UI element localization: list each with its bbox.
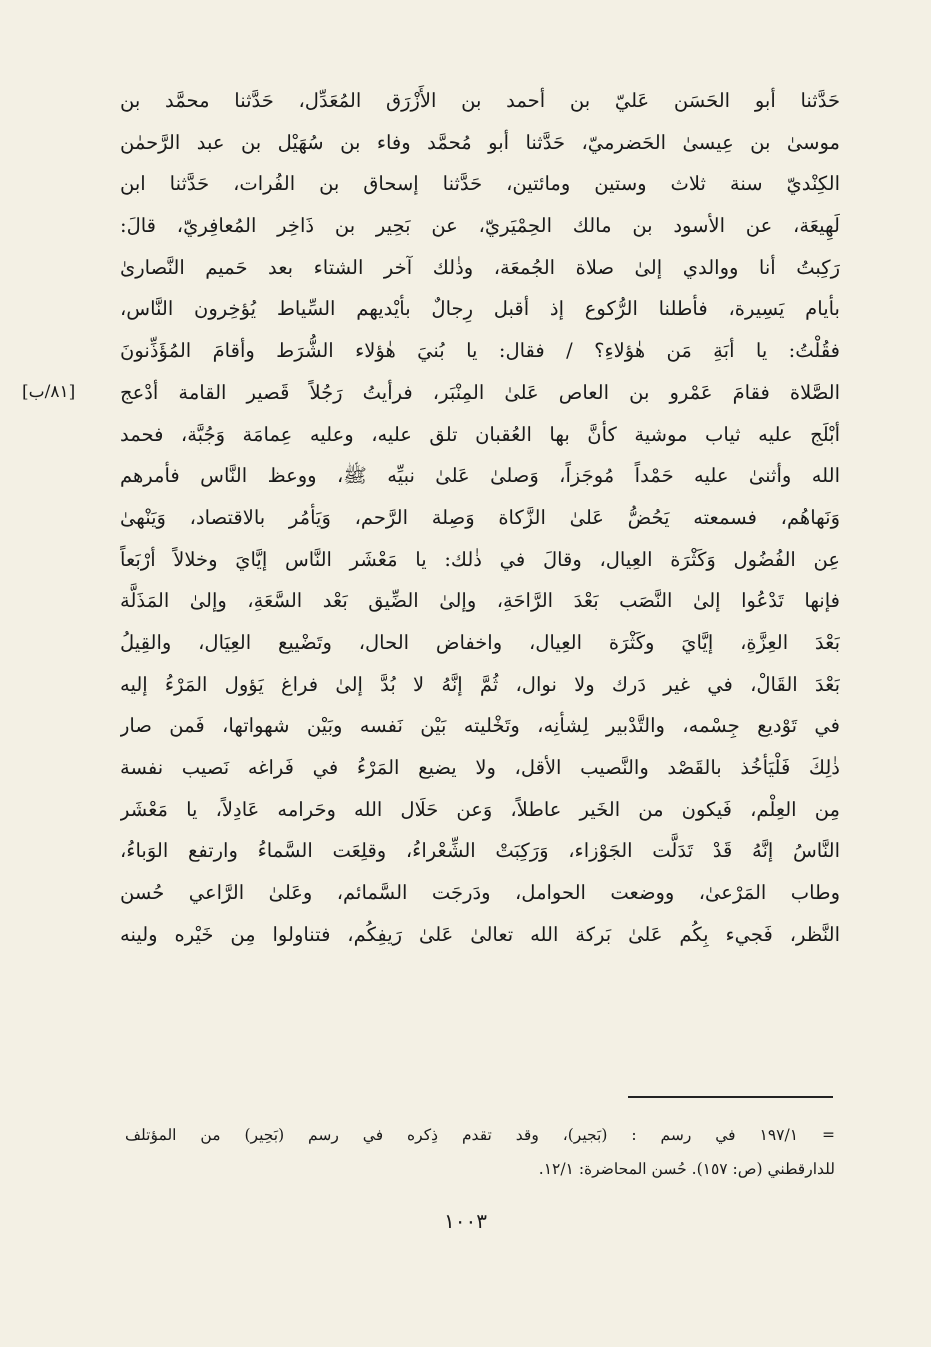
footnotes	[125, 1118, 835, 1186]
text-line: رَكِبتُ أنا ووالدي إلىٰ صلاة الجُمعَة، وذٰلك آخر الشتاء بعد حَميم النَّصارىٰ	[120, 255, 840, 279]
text-line: فإنها تَدْعُوا إلىٰ النَّصَب بَعْدَ الرَّاحَةِ، وإلىٰ الضِّيق بَعْد السَّعَةِ، وإلىٰ المَذَلَّة	[120, 589, 840, 613]
text-line: فقُلْتُ: يا أبَةِ مَن هٰؤلاءِ؟ / فقال: يا بُنيَ هٰؤلاء الشُّرَط وأقامَ المُؤَذِّنونَ	[120, 339, 840, 363]
text-line: وَنَهاهُم، فسمعته يَحُضُّ عَلىٰ الزَّكاة وَصِلة الرَّحم، وَيَأمُر بالاقتصاد، وَيَنْهىٰ	[120, 505, 840, 529]
text-line: موسىٰ بن عِيسىٰ الحَضرميّ، حَدَّثنا أبو مُحمَّد وفاء بن سُهَيْل بن عبد الرَّحمٰن	[120, 130, 840, 154]
text-line: عِن الفُضُول وَكَثْرَة العِيال، وقالَ في ذٰلك: يا مَعْشَر النَّاس إيَّايَ وخلالاً أرْبَعاً	[120, 547, 840, 571]
text-line: النَّظر، فَجيء بِكُم عَلىٰ بَركة الله تعالىٰ عَلىٰ رَيفِكُم، فتناولوا مِن خَيْره ولينه	[120, 922, 840, 946]
text-line: وطاب المَرْعىٰ، ووضعت الحوامل، ودَرجَت السَّمائم، وعَلىٰ الرَّاعي حُسن	[120, 881, 840, 905]
text-line: ذٰلِكَ فَلْيَأخُذ بالقَصْد والنَّصيب الأقل، ولا يضيع المَرْءُ في فَراغه نَصيب نفسة	[120, 756, 840, 779]
text-line: بأيام يَسِيرة، فأطلنا الرُّكوع إذ أقبل رِجالٌ بأيْديهم السِّياط يُؤخِرون النَّاس،	[120, 297, 840, 321]
text-line: الكِنْديّ سنة ثلاث وستين ومائتين، حَدَّثنا إسحاق بن الفُرات، حَدَّثنا ابن	[120, 172, 840, 196]
text-line: أبْلَج عليه ثياب موشية كأنَّ بها العُقبان تلق عليه، وعليه عِمامَة وَجُبَّة، فحمد	[120, 422, 840, 446]
text-line: حَدَّثنا أبو الحَسَن عَليّ بن أحمد بن الأَزْرَق المُعَدِّل، حَدَّثنا محمَّد بن	[120, 89, 840, 112]
folio-marker: [٨١/ب]	[22, 382, 76, 402]
footnote-line: للدارقطني (ص: ١٥٧). حُسن المحاضرة: ١٢/١.	[538, 1160, 835, 1178]
text-line: بَعْدَ القَالْ، في غير دَرك ولا نوال، ثُمَّ إنَّهُ لا بُدَّ إلىٰ فراغ يَؤول المَرْءُ إليه	[120, 672, 840, 696]
text-line: الله وأثنىٰ عليه حَمْداً مُوجَزاً، وَصلىٰ عَلىٰ نبيِّه ﷺ، ووعظ النَّاس فأمرهم	[120, 464, 840, 488]
text-line: في تَوْديع جِسْمه، والتَّدْبير لِشأنِه، وتَخْليته بَيْن نَفسه وبَيْن شهواتها، فَمن صار	[120, 714, 840, 738]
main-text	[120, 80, 840, 955]
text-line: لَهِيعَة، عن الأسود بن مالك الحِمْيَريّ، عن بَحِير بن ذَاخِر المُعافِريّ، قالَ:	[120, 214, 840, 238]
footnote-divider	[628, 1096, 833, 1098]
footnote-line: = ١٩٧/١ في رسم : (بَجير)، وقد تقدم ذِكره في رسم (بَحِير) من المؤتلف	[125, 1126, 835, 1144]
text-line: مِن العِلْم، فَيكون من الخَير عاطلاً، وَعن حَلَال الله وحَرامه عَادِلاً، يا مَعْشَر	[120, 797, 840, 821]
page-number: ١٠٠٣	[444, 1209, 487, 1233]
text-line: النَّاسُ إنَّهُ قَدْ تَدَلَّت الجَوْزاء، وَرَكِبَتْ الشِّعْراءُ، وقلِعَت السَّماءُ وارتفع الوَباءُ،	[120, 839, 840, 863]
text-line: بَعْدَ العِزَّةِ، إيَّايَ وكَثْرَة العِيال، واخفاض الحال، وتَضْييع العِيَال، والقِيلُ	[120, 630, 840, 654]
text-line: الصَّلاة فقامَ عَمْرو بن العاص عَلىٰ المِنْبَر، فرأيتُ رَجُلاً قَصير القامة أدْعج	[120, 380, 840, 404]
